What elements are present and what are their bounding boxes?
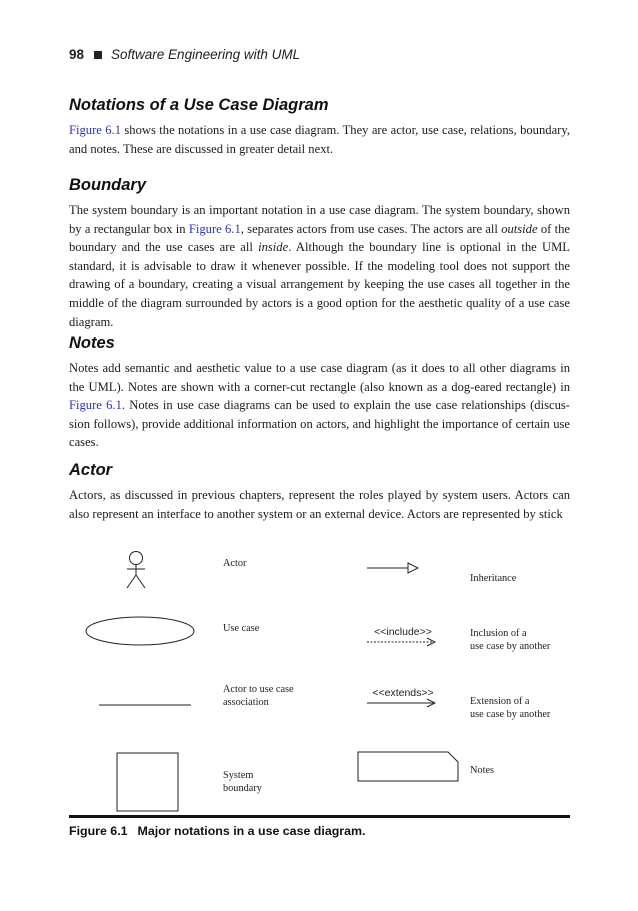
label-system-boundary: System boundary [223, 770, 262, 794]
label-association: Actor to use case association [223, 684, 294, 708]
heading-notes: Notes [69, 334, 115, 352]
label-actor: Actor [223, 558, 247, 569]
label-notes: Notes [470, 765, 495, 776]
figure-link[interactable]: Figure 6.1 [69, 123, 122, 137]
extends-stereotype-label: <<extends>> [372, 687, 434, 699]
label-inclusion: Inclusion of a use case by another [470, 628, 551, 652]
figure-link[interactable]: Figure 6.1 [188, 221, 241, 236]
system-boundary-box-icon [117, 753, 178, 811]
figure-use-case-notations [69, 538, 570, 818]
running-header [69, 47, 300, 67]
label-inheritance: Inheritance [470, 573, 517, 584]
heading-actor: Actor [69, 461, 113, 479]
square-bullet-icon [94, 51, 102, 59]
paragraph-notations: Figure 6.1 shows the notations in a use case diagram. They are actor, use case, relations, boundary, and notes. These are discussed in greater detail next. [69, 123, 570, 156]
figure-caption [69, 824, 365, 838]
heading-notations: Notations of a Use Case Diagram [69, 96, 329, 114]
include-stereotype-label: <<include>> [374, 626, 432, 638]
page-number: 98 [69, 47, 85, 62]
paragraph-notes: Notes add semantic and aesthetic value to a use case diagram (as it does to all other diagrams in the UML). Notes are shown with a corner-cut rectangle (also known as a dog-eared rectangle) in Figure 6.1. Notes in use case diagrams can be used to explain the use case relationships (discus-sion follows), provide additional information on actors, and highlight the importance of certain use cases. [69, 361, 570, 450]
use-case-ellipse-icon [86, 617, 194, 645]
paragraph-actor: Actors, as discussed in previous chapters, represent the roles played by system users. Actors can also represent an interface to another system or an external device. Actors are represented by stick [69, 488, 570, 521]
caption-text: Major notations in a use case diagram. [137, 824, 366, 838]
running-title: Software Engineering with UML [111, 47, 301, 62]
figure-rule [69, 815, 570, 818]
note-dog-eared-rectangle-icon [358, 752, 458, 781]
caption-number: Figure 6.1 [69, 824, 128, 838]
heading-boundary: Boundary [69, 176, 147, 194]
stick-figure-actor-icon [127, 552, 145, 589]
paragraph-boundary: The system boundary is an important notation in a use case diagram. The system boundary, shown by a rectangular box in Figure 6.1, separates actors from use cases. The actors are all outside of the boundary and the use cases are all inside. Although the boundary line is optional in the UML standard, it is advisable to draw it whenever possible. If the modeling tool does not support the drawing of a boundary, creating a visual arrangement by keeping the use cases all together in the middle of the diagram surrounded by actors is a good option for the aesthetic quality of a use case diagram. [69, 203, 570, 329]
label-extension: Extension of a use case by another [470, 696, 551, 720]
figure-link[interactable]: Figure 6.1 [69, 398, 122, 413]
label-use-case: Use case [223, 623, 260, 634]
